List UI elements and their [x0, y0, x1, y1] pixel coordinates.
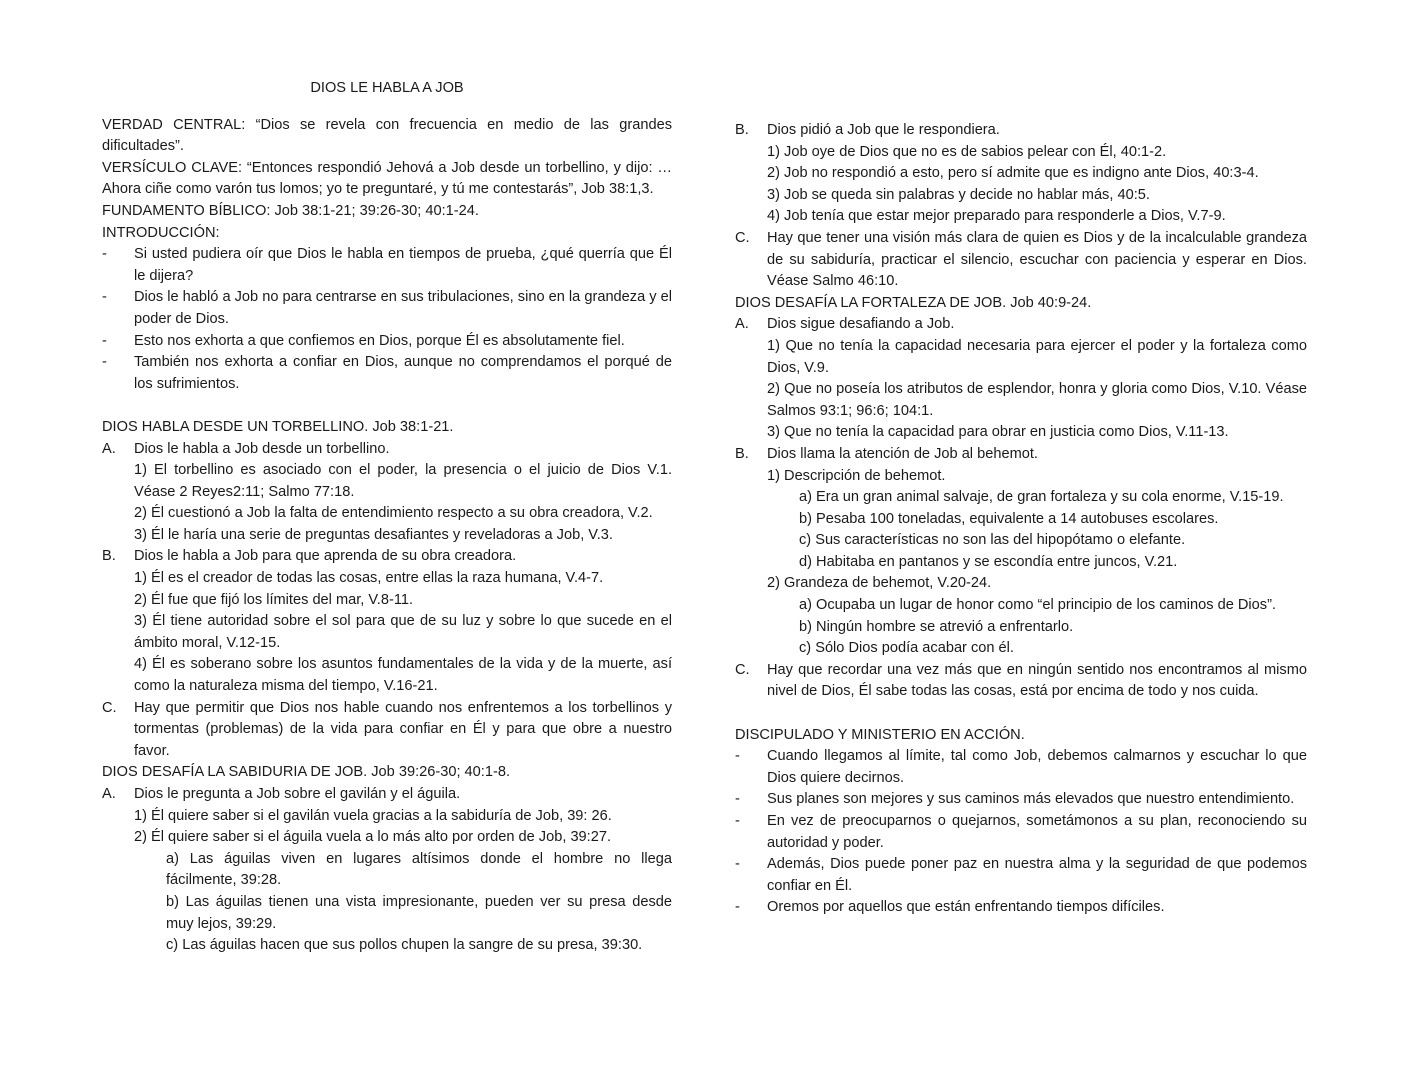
sub-sub-point: a) Ocupaba un lugar de honor como “el principio de los caminos de Dios”.	[799, 597, 1276, 614]
bullet-marker: -	[102, 289, 107, 306]
outline-text: Hay que recordar una vez más que en ningún sentido nos encontramos al mismo nivel de Dios, Él sabe todas las cosas, está por encima de todo y nos cuida.	[767, 661, 1307, 700]
outline-point-a	[735, 314, 1307, 336]
intro-heading: INTRODUCCIÓN:	[102, 224, 220, 241]
action-item-text: Sus planes son mejores y sus caminos más elevados que nuestro entendimiento.	[767, 791, 1295, 808]
bullet-marker: -	[735, 856, 740, 873]
outline-text: Hay que tener una visión más clara de quien es Dios y de la incalculable grandeza de su sabiduría, practicar el silencio, escuchar con paciencia y esperar en Dios. Véase Salmo 46:10.	[767, 229, 1307, 290]
document-title: DIOS LE HABLA A JOB	[310, 80, 464, 96]
action-item	[735, 811, 1307, 854]
outline-marker: A.	[102, 786, 116, 802]
section-heading-fortaleza: DIOS DESAFÍA LA FORTALEZA DE JOB. Job 40:9-24.	[735, 294, 1092, 311]
bullet-marker: -	[735, 813, 740, 829]
spacer	[735, 703, 1307, 725]
sub-sub-point: d) Habitaba en pantanos y se escondía entre juncos, V.21.	[799, 553, 1178, 570]
sub-sub-point: c) Las águilas hacen que sus pollos chupen la sangre de su presa, 39:30.	[166, 937, 643, 954]
intro-item-text: También nos exhorta a confiar en Dios, aunque no comprendamos el porqué de los sufrimientos.	[134, 354, 672, 392]
outline-text: Dios le pregunta a Job sobre el gavilán y el águila.	[134, 786, 461, 802]
sub-point: 2) Job no respondió a esto, pero sí admite que es indigno ante Dios, 40:3-4.	[767, 165, 1259, 182]
section-heading-torbellino: DIOS HABLA DESDE UN TORBELLINO. Job 38:1-21.	[102, 418, 454, 435]
outline-text: Dios llama la atención de Job al behemot.	[767, 445, 1038, 462]
left-column	[102, 78, 672, 957]
sub-point: 1) El torbellino es asociado con el poder, la presencia o el juicio de Dios V.1. Véase 2 Reyes2:11; Salmo 77:18.	[134, 462, 672, 500]
action-item	[735, 789, 1307, 811]
outline-point-c	[102, 698, 672, 763]
sub-sub-point: c) Sólo Dios podía acabar con él.	[799, 640, 1014, 657]
sub-point: 1) Descripción de behemot.	[767, 467, 946, 484]
sub-point: 2) Él fue que fijó los límites del mar, V.8-11.	[134, 591, 414, 608]
intro-item-text: Dios le habló a Job no para centrarse en sus tribulaciones, sino en la grandeza y el poder de Dios.	[134, 289, 672, 327]
bullet-marker: -	[102, 332, 107, 349]
sub-sub-point: b) Ningún hombre se atrevió a enfrentarlo.	[799, 618, 1074, 635]
bullet-marker: -	[102, 354, 107, 371]
section-heading-sabiduria: DIOS DESAFÍA LA SABIDURIA DE JOB. Job 39:26-30; 40:1-8.	[102, 764, 510, 781]
intro-item	[102, 352, 672, 395]
intro-item-text: Esto nos exhorta a que confiemos en Dios, porque Él es absolutamente fiel.	[134, 332, 625, 349]
outline-marker: A.	[735, 316, 749, 333]
bullet-marker: -	[735, 899, 740, 916]
sub-point: 2) Que no poseía los atributos de esplendor, honra y gloria como Dios, V.10. Véase Salmos 93:1; 96:6; 104:1.	[767, 381, 1307, 419]
outline-point-a	[102, 439, 672, 461]
sub-point: 3) Él tiene autoridad sobre el sol para que de su luz y sobre lo que sucede en el ámbito moral, V.12-15.	[134, 613, 672, 651]
sub-sub-point: c) Sus características no son las del hipopótamo o elefante.	[799, 532, 1186, 549]
bullet-marker: -	[102, 246, 107, 263]
sub-point: 4) Él es soberano sobre los asuntos fundamentales de la vida y de la muerte, así como la naturaleza misma del tiempo, V.16-21.	[134, 656, 672, 695]
outline-marker: B.	[735, 445, 749, 462]
outline-marker: B.	[102, 548, 116, 565]
sub-point: 1) Él quiere saber si el gavilán vuela gracias a la sabiduría de Job, 39: 26.	[134, 807, 612, 824]
sub-point: 2) Grandeza de behemot, V.20-24.	[767, 575, 992, 592]
sub-point: 3) Él le haría una serie de preguntas desafiantes y reveladoras a Job, V.3.	[134, 526, 613, 543]
right-column	[735, 120, 1307, 919]
outline-marker: C.	[735, 229, 750, 246]
outline-marker: C.	[102, 699, 117, 716]
intro-item	[102, 287, 672, 330]
outline-text: Dios pidió a Job que le respondiera.	[767, 122, 1000, 138]
bullet-marker: -	[735, 748, 740, 765]
sub-point: 3) Job se queda sin palabras y decide no hablar más, 40:5.	[767, 186, 1150, 203]
sub-sub-point: a) Las águilas viven en lugares altísimos donde el hombre no llega fácilmente, 39:28.	[166, 850, 672, 889]
action-item-text: En vez de preocuparnos o quejarnos, sometámonos a su plan, reconociendo su autoridad y poder.	[767, 813, 1307, 851]
sub-point: 1) Job oye de Dios que no es de sabios pelear con Él, 40:1-2.	[767, 143, 1167, 160]
central-truth: VERDAD CENTRAL: “Dios se revela con frecuencia en medio de las grandes dificultades”.	[102, 116, 672, 155]
outline-point-c	[735, 660, 1307, 703]
sub-point: 1) Que no tenía la capacidad necesaria para ejercer el poder y la fortaleza como Dios, V.9.	[767, 337, 1307, 376]
action-item	[735, 854, 1307, 897]
action-item	[735, 897, 1307, 919]
bullet-marker: -	[735, 791, 740, 808]
section-heading-discipulado: DISCIPULADO Y MINISTERIO EN ACCIÓN.	[735, 726, 1025, 743]
outline-point-b	[735, 444, 1307, 466]
outline-point-a	[102, 784, 672, 806]
sub-point: 1) Él es el creador de todas las cosas, entre ellas la raza humana, V.4-7.	[134, 570, 604, 587]
action-item-text: Además, Dios puede poner paz en nuestra alma y la seguridad de que podemos confiar en Él.	[767, 856, 1307, 894]
outline-marker: A.	[102, 440, 116, 457]
action-item-text: Oremos por aquellos que están enfrentando tiempos difíciles.	[767, 899, 1165, 916]
outline-point-c	[735, 228, 1307, 293]
outline-point-b	[735, 120, 1307, 142]
outline-text: Dios le habla a Job desde un torbellino.	[134, 440, 390, 457]
intro-item-text: Si usted pudiera oír que Dios le habla en tiempos de prueba, ¿qué querría que Él le dijera?	[134, 246, 672, 284]
outline-point-b	[102, 546, 672, 568]
sub-point: 2) Él quiere saber si el águila vuela a lo más alto por orden de Job, 39:27.	[134, 829, 612, 846]
outline-marker: C.	[735, 661, 750, 678]
outline-marker: B.	[735, 122, 749, 138]
spacer	[102, 395, 672, 417]
outline-text: Dios sigue desafiando a Job.	[767, 316, 955, 333]
outline-text: Hay que permitir que Dios nos hable cuando nos enfrentemos a los torbellinos y tormentas (problemas) de la vida para confiar en Él y para que obre a nuestro favor.	[134, 699, 672, 759]
sub-point: 2) Él cuestionó a Job la falta de entendimiento respecto a su obra creadora, V.2.	[134, 505, 653, 522]
action-item-text: Cuando llegamos al límite, tal como Job, debemos calmarnos y escuchar lo que Dios quiere decirnos.	[767, 748, 1307, 786]
sub-sub-point: b) Las águilas tienen una vista impresionante, pueden ver su presa desde muy lejos, 39:29.	[166, 893, 672, 932]
sub-point: 3) Que no tenía la capacidad para obrar en justicia como Dios, V.11-13.	[767, 424, 1229, 441]
outline-text: Dios le habla a Job para que aprenda de su obra creadora.	[134, 548, 517, 565]
key-verse: VERSÍCULO CLAVE: “Entonces respondió Jehová a Job desde un torbellino, y dijo: … Ahora ciñe como varón tus lomos; yo te preguntaré, y tú me contestarás”, Job 38:1,3.	[102, 159, 672, 198]
sub-sub-point: b) Pesaba 100 toneladas, equivalente a 14 autobuses escolares.	[799, 510, 1219, 527]
sub-sub-point: a) Era un gran animal salvaje, de gran fortaleza y su cola enorme, V.15-19.	[799, 489, 1284, 506]
biblical-foundation: FUNDAMENTO BÍBLICO: Job 38:1-21; 39:26-30; 40:1-24.	[102, 202, 479, 219]
intro-item	[102, 244, 672, 287]
intro-item	[102, 331, 672, 353]
sub-point: 4) Job tenía que estar mejor preparado para responderle a Dios, V.7-9.	[767, 208, 1226, 225]
action-item	[735, 746, 1307, 789]
